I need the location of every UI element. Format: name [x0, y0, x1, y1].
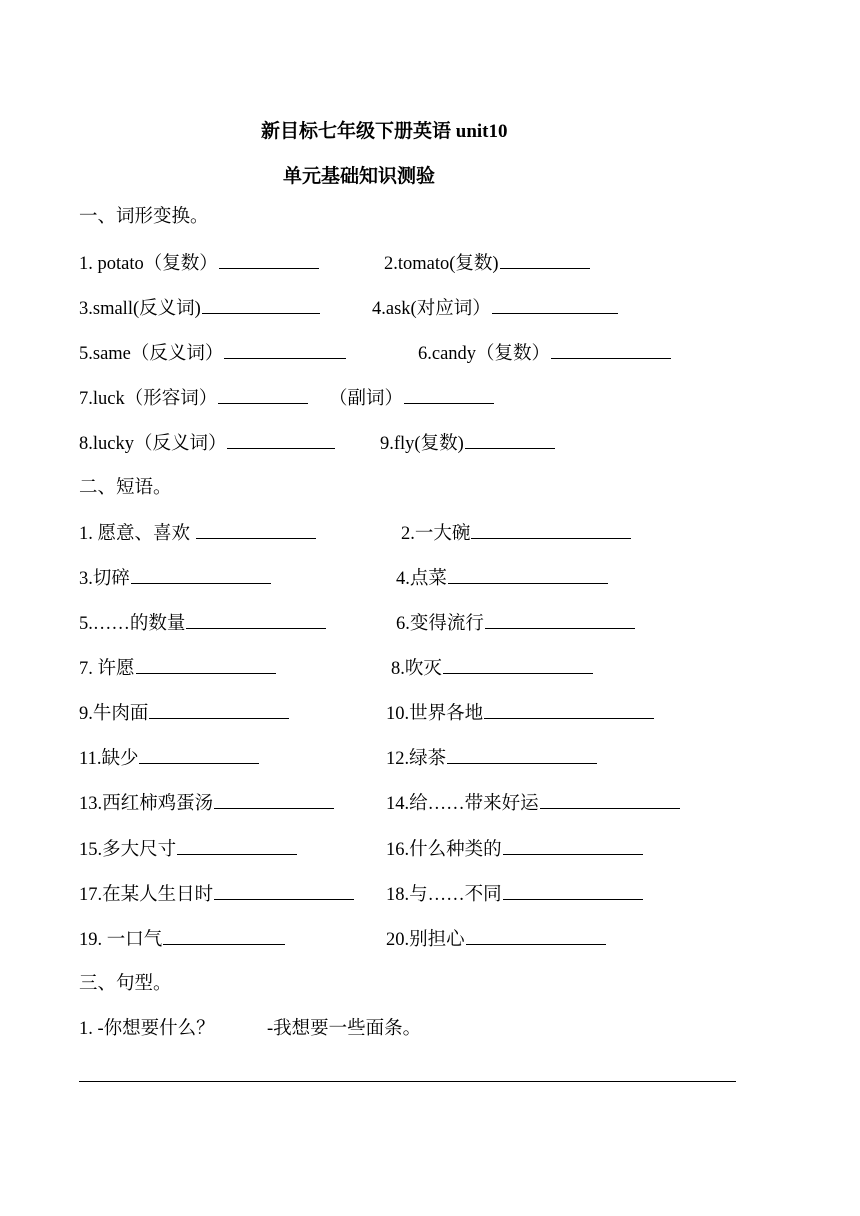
title-line-2: 单元基础知识测验 — [283, 166, 436, 187]
answer-blank-line — [79, 1081, 736, 1082]
worksheet-page: 新目标七年级下册英语 unit10 单元基础知识测验 一、词形变换。 1. potato（复数） 2.tomato(复数) 3.small(反义词) 4.ask(对应词） 5.same（反义词） 6.candy（复数） 7.luck（形容词） （副词） 8.lucky（反义词） 9.fly(复数) 二、短语。 1. 愿意、喜欢 2.一大碗 3.切碎 4.点菜 5.……的数量 6.变得流行 7. 许愿 8.吹灭 9.牛肉面 10.世界各地 11.缺少 12.绿茶 13.西红柿鸡蛋汤 14.给……带来好运 15.多大尺寸 16.什么种类的 17.在某人生日时 18.与……不同 19. 一口气 20.别担心 三、句型。 1. -你想要什么？ -我想要一些面条。 — [0, 0, 860, 1216]
title-line-1: 新目标七年级下册英语 unit10 — [261, 121, 508, 142]
